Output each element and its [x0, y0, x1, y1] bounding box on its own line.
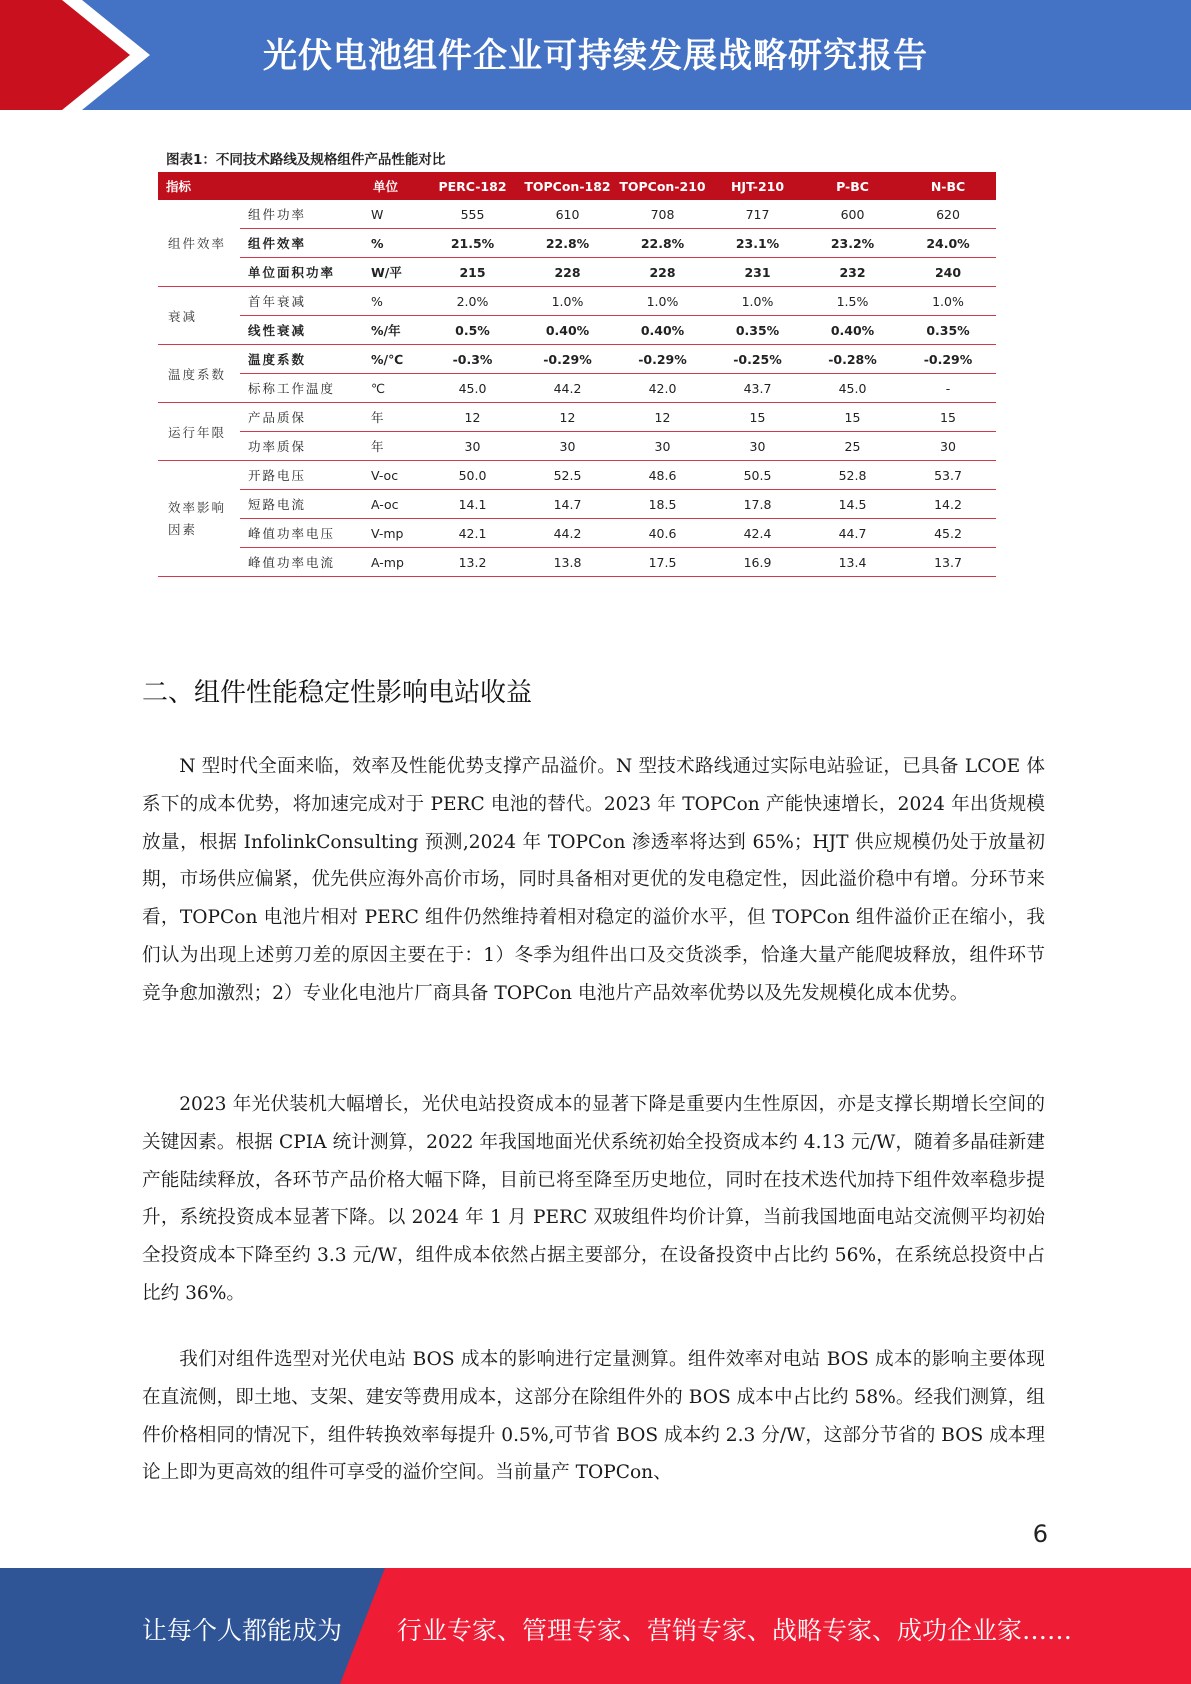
- table-cell-value: 30: [710, 432, 805, 461]
- table-cell-value: 600: [805, 200, 900, 229]
- header-red-arrow-decoration: [0, 0, 140, 110]
- table-cell-value: 14.2: [900, 490, 996, 519]
- table-cell-value: 23.1%: [710, 229, 805, 258]
- table-cell-value: 45.2: [900, 519, 996, 548]
- table-group-label: 衰减: [158, 287, 240, 345]
- table-cell-value: 610: [520, 200, 615, 229]
- table-cell-indicator: 组件效率: [240, 229, 365, 258]
- body-paragraph-1: N 型时代全面来临，效率及性能优势支撑产品溢价。N 型技术路线通过实际电站验证，已具备 LCOE 体系下的成本优势，将加速完成对于 PERC 电池的替代。2023 年 TOPCon 产能快速增长，2024 年出货规模放量，根据 InfolinkConsulting 预测,2024 年 TOPCon 渗透率将达到 65%；HJT 供应规模仍处于放量初期，市场供应偏紧，优先供应海外高价市场，同时具备相对更优的发电稳定性，因此溢价稳中有增。分环节来看，TOPCon 电池片相对 PERC 组件仍然维持着相对稳定的溢价水平，但 TOPCon 组件溢价正在缩小，我们认为出现上述剪刀差的原因主要在于：1）冬季为组件出口及交货淡季，恰逢大量产能爬坡释放，组件环节竞争愈加激烈；2）专业化电池片厂商具备 TOPCon 电池片产品效率优势以及先发规模化成本优势。: [142, 756, 1045, 1004]
- table-row: [158, 403, 996, 432]
- table-cell-unit: 年: [365, 403, 425, 432]
- table-cell-value: 717: [710, 200, 805, 229]
- table-cell-unit: %: [365, 229, 425, 258]
- table-cell-value: 0.35%: [710, 316, 805, 345]
- table-cell-value: 0.40%: [805, 316, 900, 345]
- table-cell-value: 1.0%: [900, 287, 996, 316]
- table-cell-indicator: 标称工作温度: [240, 374, 365, 403]
- table-cell-value: 1.0%: [520, 287, 615, 316]
- col-header-perc-182: PERC-182: [425, 172, 520, 200]
- table-cell-value: 231: [710, 258, 805, 287]
- footer-slogan-left: 让每个人都能成为: [142, 1616, 343, 1645]
- table-cell-unit: V-mp: [365, 519, 425, 548]
- table-cell-value: 13.8: [520, 548, 615, 577]
- table-cell-indicator: 短路电流: [240, 490, 365, 519]
- col-header-hjt-210: HJT-210: [710, 172, 805, 200]
- table-cell-indicator: 线性衰减: [240, 316, 365, 345]
- table-cell-value: 44.2: [520, 374, 615, 403]
- table-cell-unit: 年: [365, 432, 425, 461]
- table-cell-value: 45.0: [425, 374, 520, 403]
- table-cell-value: 42.1: [425, 519, 520, 548]
- section-heading: 二、组件性能稳定性影响电站收益: [142, 678, 533, 708]
- table-cell-value: 24.0%: [900, 229, 996, 258]
- table-cell-value: 42.4: [710, 519, 805, 548]
- table-cell-value: 12: [615, 403, 710, 432]
- table-cell-value: 13.4: [805, 548, 900, 577]
- table-cell-value: 232: [805, 258, 900, 287]
- table-row: [158, 200, 996, 229]
- page-footer: [0, 1568, 1191, 1684]
- table-cell-value: 0.40%: [615, 316, 710, 345]
- table-cell-value: 18.5: [615, 490, 710, 519]
- table-cell-value: -0.3%: [425, 345, 520, 374]
- performance-table: [158, 172, 996, 577]
- table-cell-value: 240: [900, 258, 996, 287]
- col-header-p-bc: P-BC: [805, 172, 900, 200]
- col-header-n-bc: N-BC: [900, 172, 996, 200]
- table-cell-value: 15: [900, 403, 996, 432]
- table-row: [158, 432, 996, 461]
- table-cell-value: 17.8: [710, 490, 805, 519]
- table-cell-value: 21.5%: [425, 229, 520, 258]
- table-cell-unit: A-oc: [365, 490, 425, 519]
- table-cell-value: 2.0%: [425, 287, 520, 316]
- table-cell-value: 228: [615, 258, 710, 287]
- table-cell-value: 45.0: [805, 374, 900, 403]
- col-header-indicator: 指标: [158, 172, 365, 200]
- table-cell-unit: %/℃: [365, 345, 425, 374]
- table-cell-value: 1.0%: [710, 287, 805, 316]
- table-cell-value: 708: [615, 200, 710, 229]
- table-group-label: 运行年限: [158, 403, 240, 461]
- body-paragraph-2: 2023 年光伏装机大幅增长，光伏电站投资成本的显著下降是重要内生性原因，亦是支撑长期增长空间的关键因素。根据 CPIA 统计测算，2022 年我国地面光伏系统初始全投资成本约 4.13 元/W，随着多晶硅新建产能陆续释放，各环节产品价格大幅下降，目前已将至降至历史地位，同时在技术迭代加持下组件效率稳步提升，系统投资成本显著下降。以 2024 年 1 月 PERC 双玻组件均价计算，当前我国地面电站交流侧平均初始全投资成本下降至约 3.3 元/W，组件成本依然占据主要部分，在设备投资中占比约 56%，在系统总投资中占比约 36%。: [142, 1094, 1045, 1304]
- table-cell-value: -0.29%: [900, 345, 996, 374]
- table-cell-value: -0.29%: [615, 345, 710, 374]
- table-row: [158, 229, 996, 258]
- table-cell-value: 22.8%: [520, 229, 615, 258]
- table-cell-value: 16.9: [710, 548, 805, 577]
- table-cell-value: 14.1: [425, 490, 520, 519]
- table-cell-value: 52.5: [520, 461, 615, 490]
- table-cell-indicator: 产品质保: [240, 403, 365, 432]
- table-cell-value: 0.35%: [900, 316, 996, 345]
- table-cell-indicator: 开路电压: [240, 461, 365, 490]
- table-row: [158, 316, 996, 345]
- table-cell-value: 555: [425, 200, 520, 229]
- table-cell-unit: V-oc: [365, 461, 425, 490]
- table-row: [158, 258, 996, 287]
- table-cell-value: 48.6: [615, 461, 710, 490]
- body-paragraph-3: 我们对组件选型对光伏电站 BOS 成本的影响进行定量测算。组件效率对电站 BOS 成本的影响主要体现在直流侧，即土地、支架、建安等费用成本，这部分在除组件外的 BOS 成本中占比约 58%。经我们测算，组件价格相同的情况下，组件转换效率每提升 0.5%,可节省 BOS 成本约 2.3 分/W，这部分节省的 BOS 成本理论上即为更高效的组件可享受的溢价空间。当前量产 TOPCon、: [142, 1349, 1045, 1484]
- footer-slogan-right: 行业专家、管理专家、营销专家、战略专家、成功企业家……: [397, 1616, 1073, 1645]
- table-cell-value: 0.5%: [425, 316, 520, 345]
- col-header-unit: 单位: [365, 172, 425, 200]
- table-cell-value: 23.2%: [805, 229, 900, 258]
- table-cell-value: 50.5: [710, 461, 805, 490]
- table-cell-unit: %: [365, 287, 425, 316]
- table-cell-value: 30: [900, 432, 996, 461]
- table-cell-value: 50.0: [425, 461, 520, 490]
- table-cell-indicator: 组件功率: [240, 200, 365, 229]
- report-title: 光伏电池组件企业可持续发展战略研究报告: [263, 36, 928, 76]
- table-group-label: 组件效率: [158, 200, 240, 287]
- table-cell-value: 30: [520, 432, 615, 461]
- table-cell-value: 52.8: [805, 461, 900, 490]
- table-cell-value: 30: [425, 432, 520, 461]
- table-cell-indicator: 功率质保: [240, 432, 365, 461]
- col-header-topcon-210: TOPCon-210: [615, 172, 710, 200]
- table-cell-indicator: 首年衰减: [240, 287, 365, 316]
- table-cell-indicator: 峰值功率电流: [240, 548, 365, 577]
- table-cell-value: 1.0%: [615, 287, 710, 316]
- table-cell-unit: W/平: [365, 258, 425, 287]
- table-cell-value: 42.0: [615, 374, 710, 403]
- table-row: [158, 345, 996, 374]
- table-cell-value: 12: [520, 403, 615, 432]
- table-cell-value: 13.7: [900, 548, 996, 577]
- table-row: [158, 548, 996, 577]
- table-cell-indicator: 单位面积功率: [240, 258, 365, 287]
- table-cell-value: 620: [900, 200, 996, 229]
- table-cell-unit: ℃: [365, 374, 425, 403]
- table-row: [158, 374, 996, 403]
- col-header-topcon-182: TOPCon-182: [520, 172, 615, 200]
- table-cell-value: 40.6: [615, 519, 710, 548]
- figure-caption: 图表1：不同技术路线及规格组件产品性能对比: [166, 152, 446, 168]
- table-cell-value: 215: [425, 258, 520, 287]
- table-row: [158, 490, 996, 519]
- table-cell-unit: %/年: [365, 316, 425, 345]
- table-row: [158, 461, 996, 490]
- table-cell-value: -0.28%: [805, 345, 900, 374]
- table-cell-value: 15: [805, 403, 900, 432]
- table-group-label: 效率影响因素: [158, 461, 240, 577]
- table-cell-value: 44.2: [520, 519, 615, 548]
- table-cell-value: 14.7: [520, 490, 615, 519]
- table-cell-value: 53.7: [900, 461, 996, 490]
- table-row: [158, 519, 996, 548]
- table-cell-value: 1.5%: [805, 287, 900, 316]
- table-cell-value: 44.7: [805, 519, 900, 548]
- table-cell-unit: W: [365, 200, 425, 229]
- table-cell-value: 30: [615, 432, 710, 461]
- table-cell-indicator: 温度系数: [240, 345, 365, 374]
- page-number: 6: [1032, 1520, 1048, 1548]
- table-cell-value: 14.5: [805, 490, 900, 519]
- table-cell-value: 25: [805, 432, 900, 461]
- table-cell-unit: A-mp: [365, 548, 425, 577]
- table-cell-value: 17.5: [615, 548, 710, 577]
- table-cell-value: 13.2: [425, 548, 520, 577]
- table-cell-value: 0.40%: [520, 316, 615, 345]
- table-cell-value: -0.29%: [520, 345, 615, 374]
- table-cell-value: 15: [710, 403, 805, 432]
- table-cell-value: -: [900, 374, 996, 403]
- table-cell-value: -0.25%: [710, 345, 805, 374]
- table-cell-value: 228: [520, 258, 615, 287]
- table-cell-value: 12: [425, 403, 520, 432]
- page-header: [0, 0, 1191, 110]
- table-cell-value: 43.7: [710, 374, 805, 403]
- table-cell-indicator: 峰值功率电压: [240, 519, 365, 548]
- table-cell-value: 22.8%: [615, 229, 710, 258]
- table-group-label: 温度系数: [158, 345, 240, 403]
- table-header-row: [158, 172, 996, 200]
- figure-performance-table: [158, 138, 1038, 580]
- table-row: [158, 287, 996, 316]
